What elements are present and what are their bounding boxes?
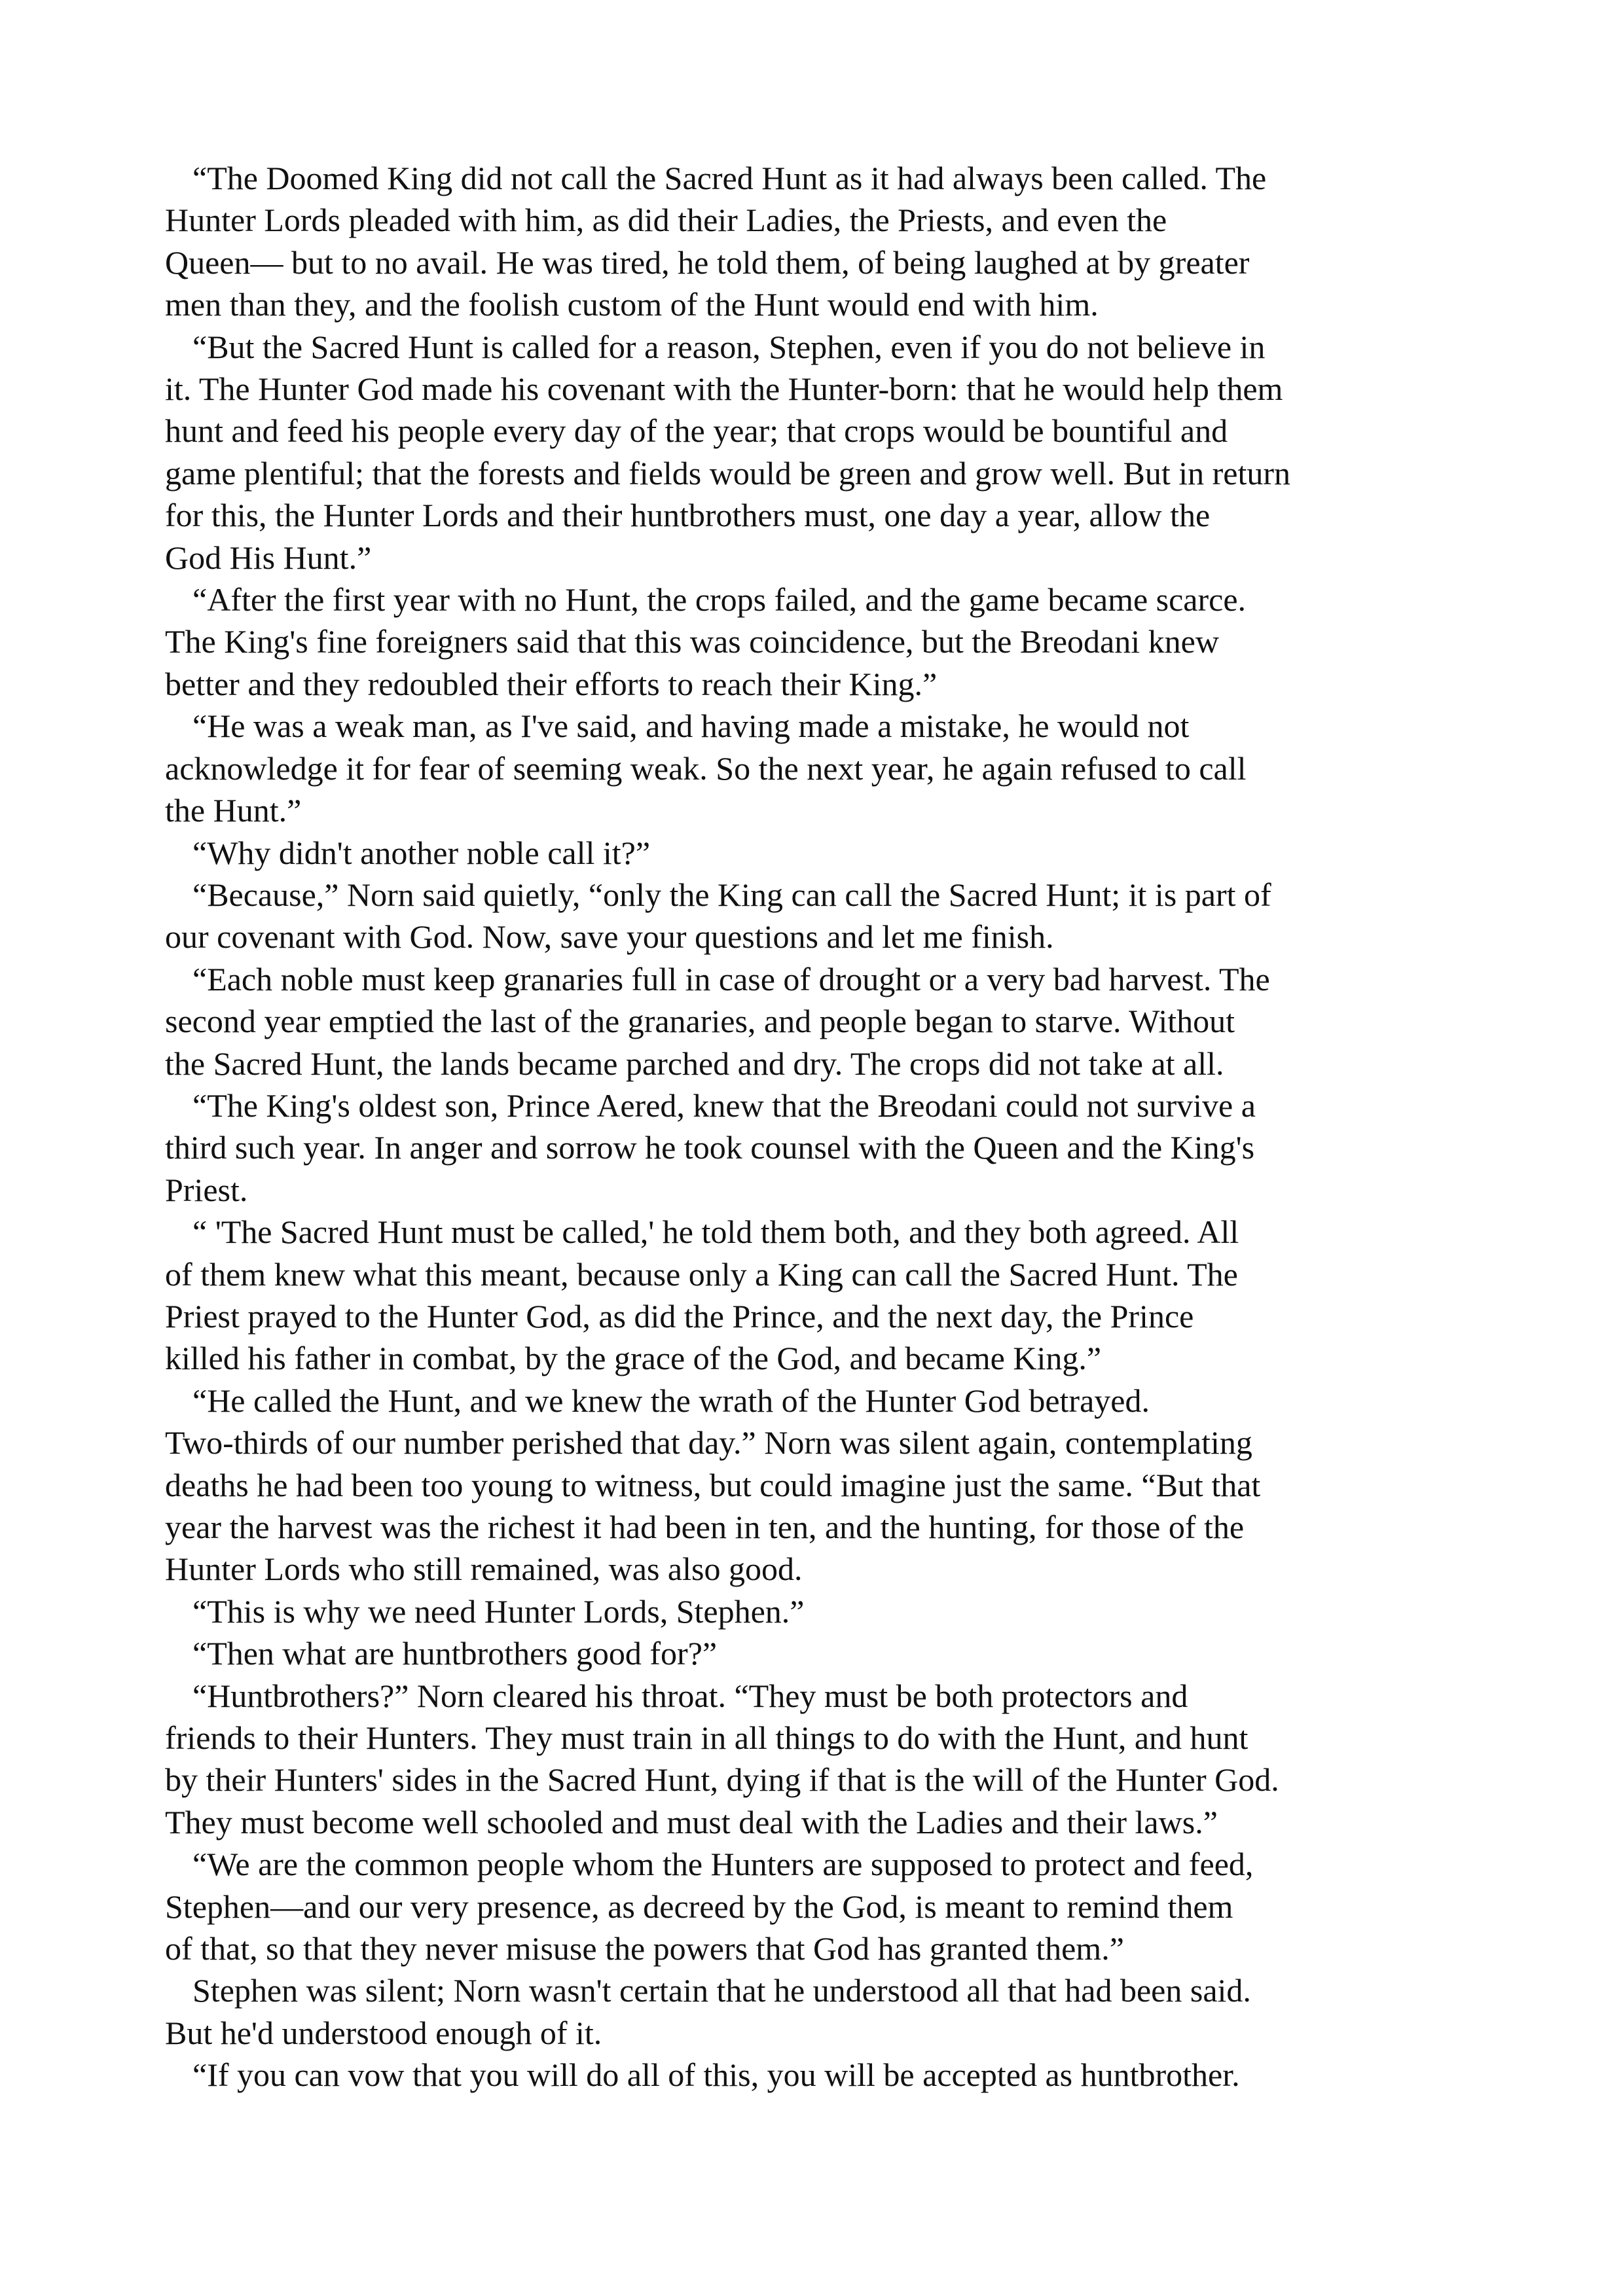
paragraph: “If you can vow that you will do all of this, you will be accepted as huntbrother. — [192, 2056, 1240, 2094]
paragraph: “ 'The Sacred Hunt must be called,' he told them both, and they both agreed. All of them knew what this meant, because only a King can call the Sacred Hunt. The Priest prayed to the Hunter God, as did the Prince, and the next day, the Prince killed his father in combat, by the grace of the God, and became King.” — [165, 1213, 1239, 1377]
paragraph: “But the Sacred Hunt is called for a reason, Stephen, even if you do not believe in it. The Hunter God made his covenant with the Hunter-born: that he would help them hunt and feed his people every day of the year; that crops would be bountiful and game plentiful; that the forests and fields would be green and grow well. But in return for this, the Hunter Lords and their huntbrothers must, one day a year, allow the God His Hunt.” — [165, 328, 1290, 576]
paragraph: “This is why we need Hunter Lords, Stephen.” — [192, 1592, 805, 1630]
paragraph: “Huntbrothers?” Norn cleared his throat. “They must be both protectors and friends to their Hunters. They must train in all things to do with the Hunt, and hunt by their Hunters' sides in the Sacred Hunt, dying if that is the will of the Hunter God. They must become well schooled and must deal with the Ladies and their laws.” — [165, 1677, 1279, 1840]
paragraph: “After the first year with no Hunt, the crops failed, and the game became scarce. The King's fine foreigners said that this was coincidence, but the Breodani knew better and they redoubled their efforts to reach their King.” — [165, 581, 1247, 702]
paragraph: “Why didn't another noble call it?” — [192, 834, 651, 871]
paragraph: “Then what are huntbrothers good for?” — [192, 1635, 718, 1672]
paragraph: “We are the common people whom the Hunters are supposed to protect and feed, Stephen—and our very presence, as decreed by the God, is meant to remind them of that, so that they never misuse the powers that God has granted them.” — [165, 1846, 1254, 1967]
paragraph: “The Doomed King did not call the Sacred Hunt as it had always been called. The Hunter Lords pleaded with him, as did their Ladies, the Priests, and even the Queen— but to no avail. He was tired, he told them, of being laughed at by greater men than they, and the foolish custom of the Hunt would end with him. — [165, 160, 1267, 323]
document-page — [165, 157, 1468, 2096]
paragraph: “Because,” Norn said quietly, “only the King can call the Sacred Hunt; it is part of our covenant with God. Now, save your questions and let me finish. — [165, 876, 1271, 956]
paragraph: “He was a weak man, as I've said, and having made a mistake, he would not acknowledge it for fear of seeming weak. So the next year, he again refused to call the Hunt.” — [165, 708, 1247, 829]
paragraph: “Each noble must keep granaries full in case of drought or a very bad harvest. The second year emptied the last of the granaries, and people began to starve. Without the Sacred Hunt, the lands became parched and dry. The crops did not take at all. — [165, 960, 1270, 1082]
paragraph: “He called the Hunt, and we knew the wrath of the Hunter God betrayed. Two-thirds of our number perished that day.” Norn was silent again, contemplating deaths he had been too young to witness, but could imagine just the same. “But that year the harvest was the richest it had been in ten, and the hunting, for those of the Hunter Lords who still remained, was also good. — [165, 1382, 1261, 1588]
paragraph: “The King's oldest son, Prince Aered, knew that the Breodani could not survive a third such year. In anger and sorrow he took counsel with the Queen and the King's Priest. — [165, 1086, 1256, 1208]
paragraph: Stephen was silent; Norn wasn't certain that he understood all that had been said. But he'd understood enough of it. — [165, 1972, 1251, 2051]
